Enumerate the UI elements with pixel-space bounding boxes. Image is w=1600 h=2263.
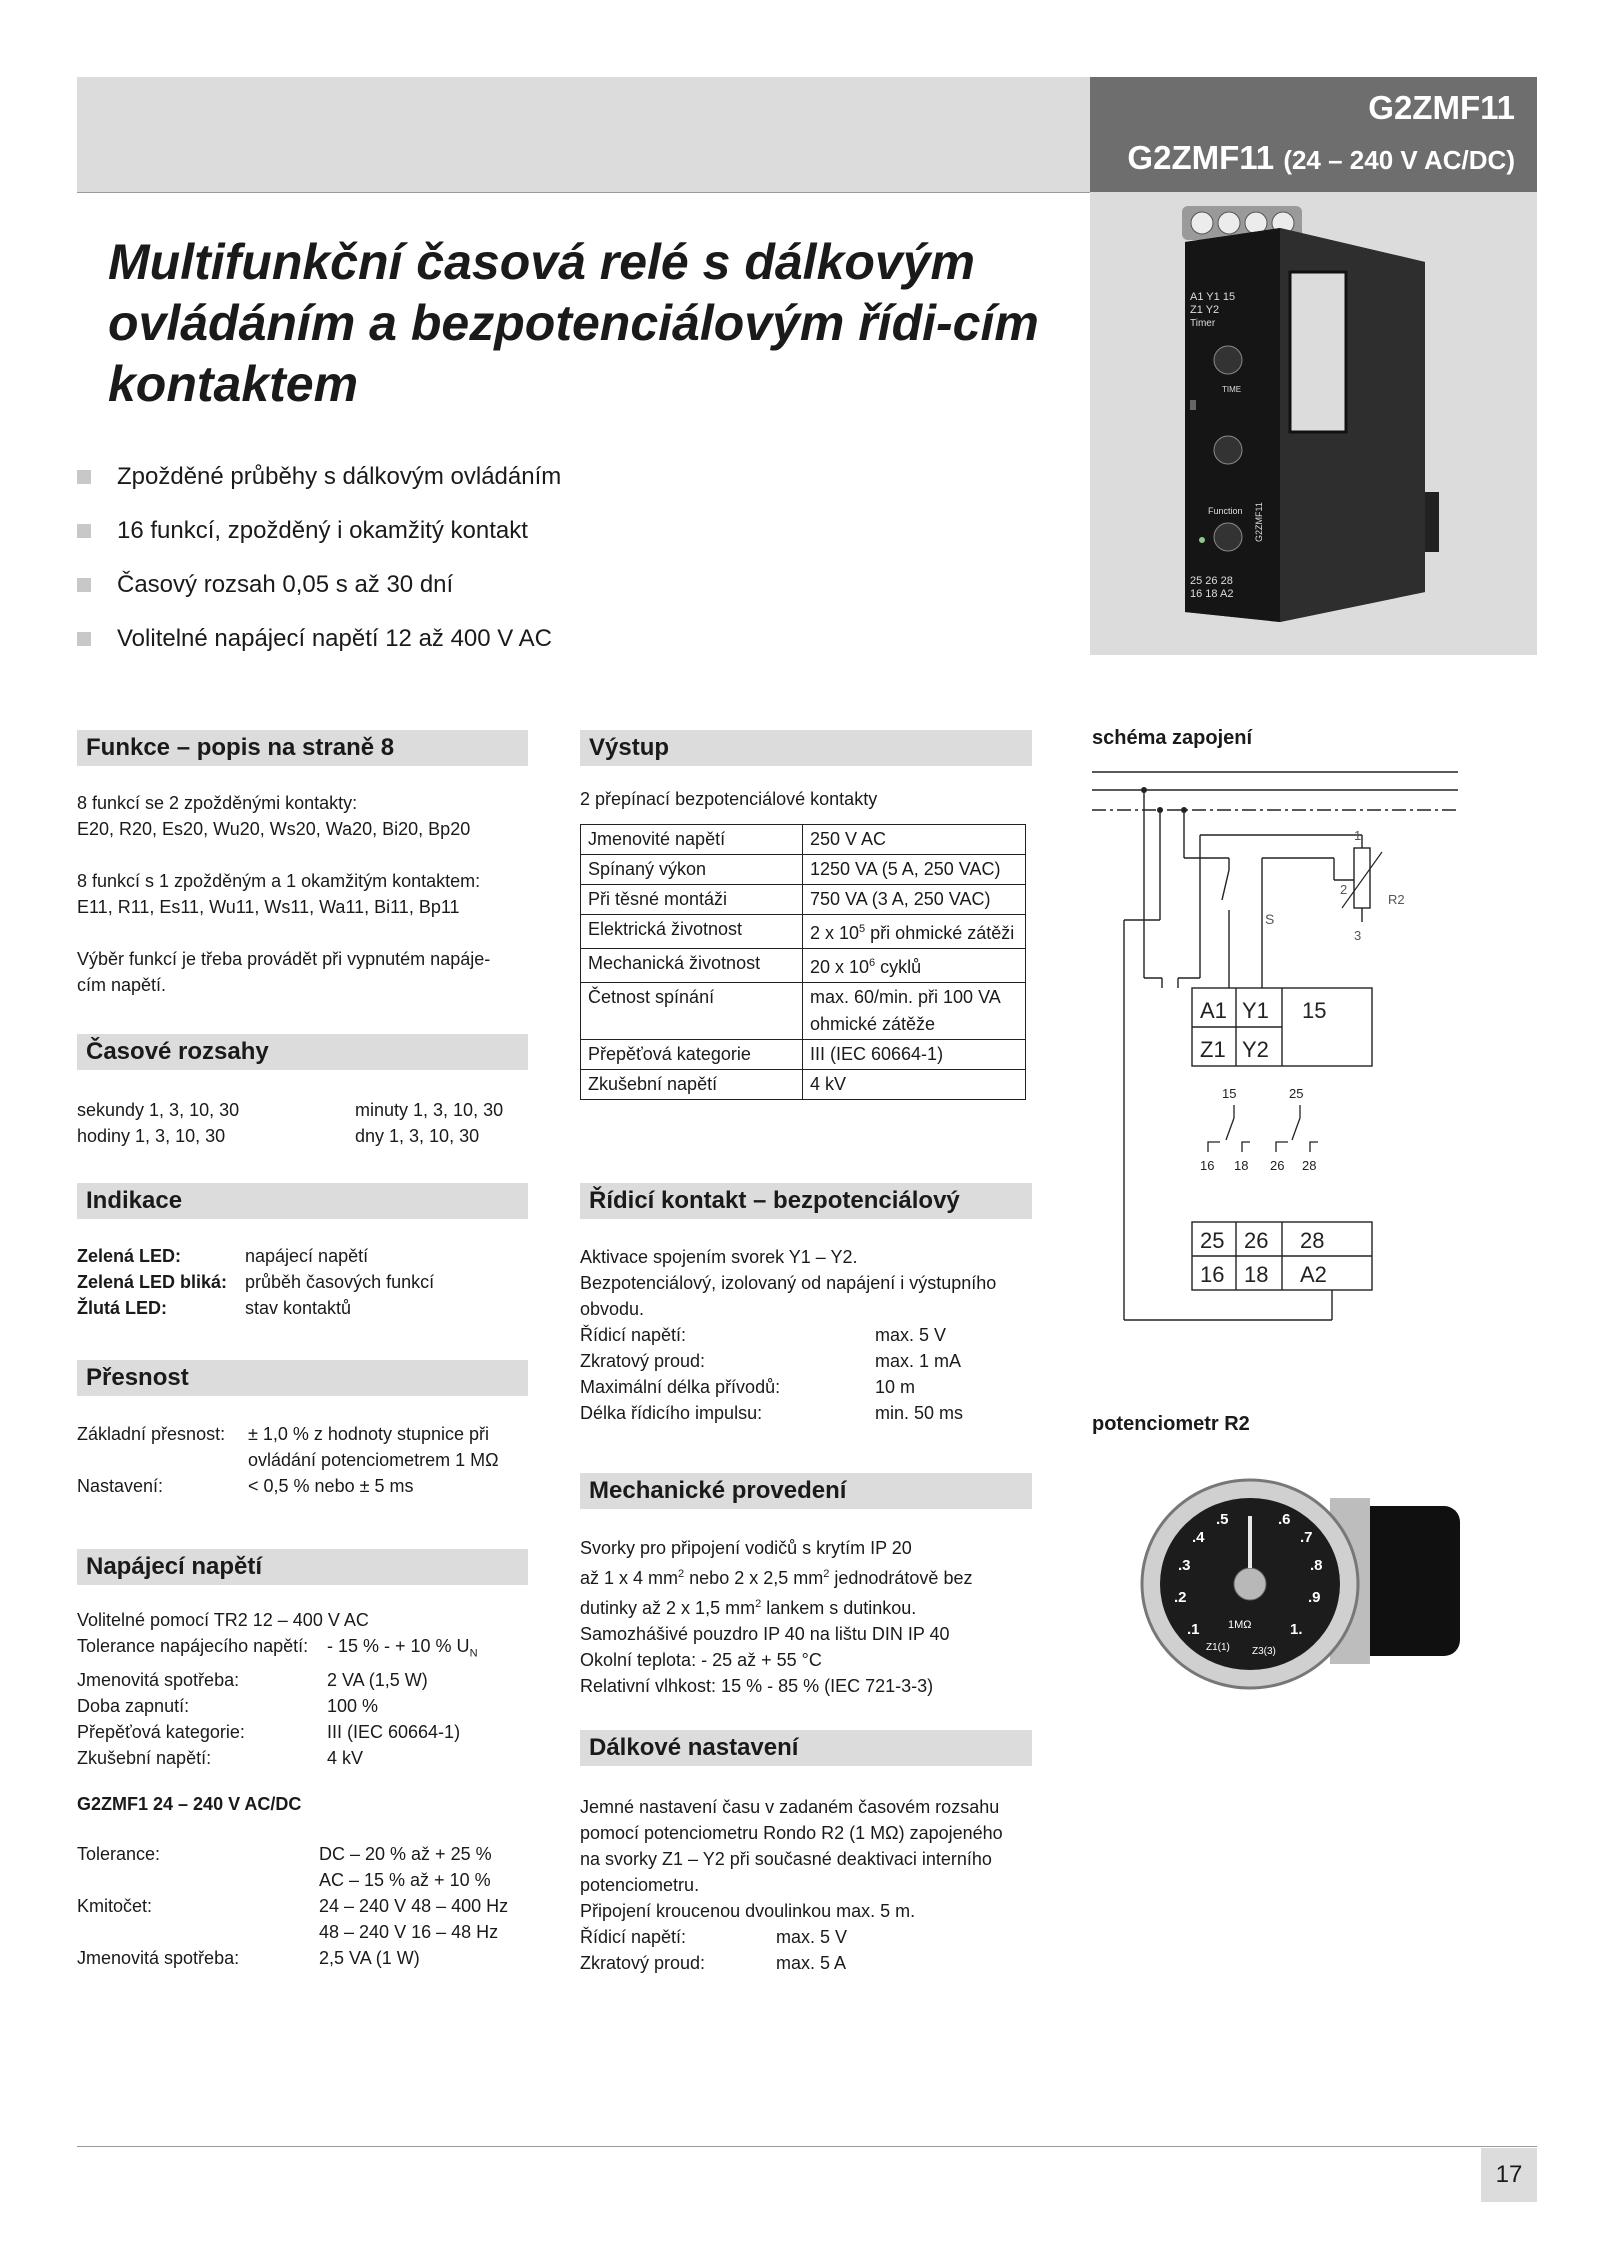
table-row: Jmenovité napětí 250 V AC	[581, 825, 1026, 855]
napajeci-body: Volitelné pomocí TR2 12 – 400 V AC Tolerance napájecího napětí: - 15 % - + 10 % $U_N$ Jmenovitá spotřeba: 2 VA (1,5 W) Doba zapnutí: 100 % Přepěťová kategorie: III (IEC 60664-1) Zkušební napětí: 4 kV G2ZMF1 24 – 240 V AC/DC Tolerance: DC – 20 % až + 25 % AC – 15 % až + 10 % Kmitočet: 24 – 240 V 48 – 400 Hz 48 – 240 V 16 – 48 Hz Jmenovitá spotřeba: 2,5 VA (1 W)	[77, 1607, 528, 1971]
vystup-intro: 2 přepínací bezpotenciálové kontakty	[580, 789, 878, 809]
model-variant-voltage: (24 – 240 V AC/DC)	[1283, 145, 1515, 175]
schema-title: schéma zapojení	[1092, 727, 1253, 749]
schema-label-1: 1	[1354, 828, 1362, 843]
terminal-28: 28	[1300, 1228, 1325, 1253]
schema-label-s: S	[1265, 911, 1275, 927]
table-row: Při těsné montáži 750 VA (3 A, 250 VAC)	[581, 885, 1026, 915]
feature-item: Zpožděné průběhy s dálkovým ovládáním	[77, 458, 561, 512]
terminal-a1: A1	[1200, 998, 1227, 1023]
relay-label-bottom2: 16 18 A2	[1190, 588, 1234, 600]
table-row: Spínaný výkon 1250 VA (5 A, 250 VAC)	[581, 855, 1026, 885]
relay-label-function: Function	[1208, 506, 1243, 516]
funkce-body: 8 funkcí se 2 zpožděnými kontakty: E20, R20, Es20, Wu20, Ws20, Wa20, Bi20, Bp20 8 funkcí s 1 zpožděným a 1 okamžitým kontaktem: E11, R11, Es11, Wu11, Ws11, Wa11, Bi11, Bp11 Výběr funkcí je třeba provádět při vypnutém napáje- cím napětí.	[77, 793, 491, 995]
dial-mark-5: .6	[1278, 1511, 1291, 1528]
relay-label-top: A1 Y1 15	[1190, 291, 1236, 303]
dial-mark-8: .9	[1308, 1589, 1321, 1606]
section-head-mech: Mechanické provedení	[580, 1473, 1032, 1509]
relay-label-top2: Z1 Y2	[1190, 304, 1220, 316]
bullet-square-icon	[77, 578, 91, 592]
pot-title: potenciometr R2	[1092, 1413, 1250, 1435]
relay-label-timer: Timer	[1190, 318, 1216, 329]
dial-mark-3: .4	[1192, 1529, 1205, 1546]
footer-rule	[77, 2146, 1537, 2147]
terminal-a2: A2	[1300, 1262, 1327, 1287]
contact-label-15: 15	[1222, 1086, 1237, 1101]
bullet-square-icon	[77, 524, 91, 538]
presnost-body: Základní přesnost: ± 1,0 % z hodnoty stupnice při ovládání potenciometrem 1 MΩ Nastavení: < 0,5 % nebo ± 5 ms	[77, 1424, 499, 1496]
model-variant	[1127, 139, 1515, 177]
table-row: Zkušební napětí 4 kV	[581, 1070, 1026, 1100]
terminal-26: 26	[1244, 1228, 1269, 1253]
indikace-body: Zelená LED: napájecí napětí Zelená LED bliká: průběh časových funkcí Žlutá LED: stav kontaktů	[77, 1246, 435, 1318]
section-head-vystup: Výstup	[580, 730, 1032, 766]
bullet-square-icon	[77, 470, 91, 484]
section-head-dalkove: Dálkové nastavení	[580, 1730, 1032, 1766]
potentiometer-image	[1140, 1468, 1480, 1708]
header-band	[77, 77, 1090, 193]
dalkove-body: Jemné nastavení času v zadaném časovém rozsahu pomocí potenciometru Rondo R2 (1 MΩ) zapojeného na svorky Z1 – Y2 při současné deaktivaci interního potenciometru. Připojení kroucenou dvoulinkou max. 5 m. Řídicí napětí: max. 5 V Zkratový proud: max. 5 A	[580, 1797, 1003, 1973]
terminal-16: 16	[1200, 1262, 1225, 1287]
relay-label-side: G2ZMF11	[1254, 502, 1264, 542]
feature-item: Časový rozsah 0,05 s až 30 dní	[77, 566, 561, 620]
terminal-y2: Y2	[1242, 1037, 1269, 1062]
dial-mark-0: .1	[1187, 1621, 1200, 1638]
relay-label-time: TIME	[1222, 385, 1242, 394]
ridici-body: Aktivace spojením svorek Y1 – Y2. Bezpotenciálový, izolovaný od napájení i výstupního obvodu. Řídicí napětí: max. 5 V Zkratový proud: max. 1 mA Maximální délka přívodů: 10 m Délka řídicího impulsu: min. 50 ms	[580, 1247, 997, 1423]
contact-label-26: 26	[1270, 1158, 1285, 1173]
section-head-indikace: Indikace	[77, 1183, 528, 1219]
terminal-z1: Z1	[1200, 1037, 1226, 1062]
section-head-funkce: Funkce – popis na straně 8	[77, 730, 528, 766]
feature-list	[77, 458, 561, 674]
casove-body: sekundy 1, 3, 10, 30 minuty 1, 3, 10, 30 hodiny 1, 3, 10, 30 dny 1, 3, 10, 30	[77, 1100, 504, 1146]
section-head-presnost: Přesnost	[77, 1360, 528, 1396]
table-row: Četnost spínání max. 60/min. při 100 VA ohmické zátěže	[581, 983, 1026, 1040]
vystup-table-wrap	[580, 824, 1026, 1100]
terminal-y1: Y1	[1242, 998, 1269, 1023]
table-row: Mechanická životnost 20 x $10^6$ cyklů	[581, 949, 1026, 983]
schema-label-r2: R2	[1388, 892, 1405, 907]
dial-mark-9: 1.	[1290, 1621, 1303, 1638]
dial-mark-1: .2	[1174, 1589, 1187, 1606]
dial-mark-2: .3	[1178, 1557, 1191, 1574]
relay-product-image	[1090, 192, 1537, 655]
dial-mark-7: .8	[1310, 1557, 1323, 1574]
dial-mark-4: .5	[1216, 1511, 1229, 1528]
model-variant-name: G2ZMF11	[1127, 139, 1275, 176]
contact-label-18: 18	[1234, 1158, 1249, 1173]
vystup-table	[580, 824, 1026, 1100]
dial-z3: Z3(3)	[1252, 1646, 1276, 1657]
terminal-25: 25	[1200, 1228, 1225, 1253]
terminal-15: 15	[1302, 998, 1327, 1023]
model-header	[1090, 77, 1537, 192]
schema-label-3: 3	[1354, 928, 1362, 943]
page-title: Multifunkční časová relé s dálkovým ovládáním a bezpotenciálovým řídi-cím kontaktem	[108, 234, 1039, 412]
section-head-casove: Časové rozsahy	[77, 1034, 528, 1070]
dial-mark-6: .7	[1300, 1529, 1313, 1546]
contact-label-25: 25	[1289, 1086, 1304, 1101]
feature-item: 16 funkcí, zpožděný i okamžitý kontakt	[77, 512, 561, 566]
terminal-18: 18	[1244, 1262, 1269, 1287]
model-name: G2ZMF11	[1368, 89, 1515, 126]
page-number: 17	[1481, 2148, 1537, 2202]
bullet-square-icon	[77, 632, 91, 646]
wiring-diagram	[1092, 760, 1462, 1330]
dial-resistance: 1MΩ	[1228, 1619, 1252, 1631]
product-photo-area	[1090, 192, 1537, 655]
g2zmf1-subhead: G2ZMF1 24 – 240 V AC/DC	[77, 1793, 302, 1814]
mech-body: Svorky pro připojení vodičů s krytím IP 20 až 1 x 4 $mm^2$ nebo 2 x 2,5 $mm^2$ jednodrátově bez dutinky až 2 x 1,5 $mm^2$ lankem s dutinkou. Samozhášivé pouzdro IP 40 na lištu DIN IP 40 Okolní teplota: - 25 až + 55 °C Relativní vlhkost: 15 % - 85 % (IEC 721-3-3)	[580, 1538, 973, 1696]
table-row: Elektrická životnost 2 x $10^5$ při ohmické zátěži	[581, 915, 1026, 949]
feature-item: Volitelné napájecí napětí 12 až 400 V AC	[77, 620, 561, 674]
contact-label-16: 16	[1200, 1158, 1215, 1173]
contact-label-28: 28	[1302, 1158, 1317, 1173]
section-head-napajeci: Napájecí napětí	[77, 1549, 528, 1585]
relay-label-bottom1: 25 26 28	[1190, 575, 1233, 587]
section-head-ridici: Řídicí kontakt – bezpotenciálový	[580, 1183, 1032, 1219]
schema-label-2: 2	[1340, 882, 1348, 897]
dial-z1: Z1(1)	[1206, 1642, 1230, 1653]
table-row: Přepěťová kategorie III (IEC 60664-1)	[581, 1040, 1026, 1070]
